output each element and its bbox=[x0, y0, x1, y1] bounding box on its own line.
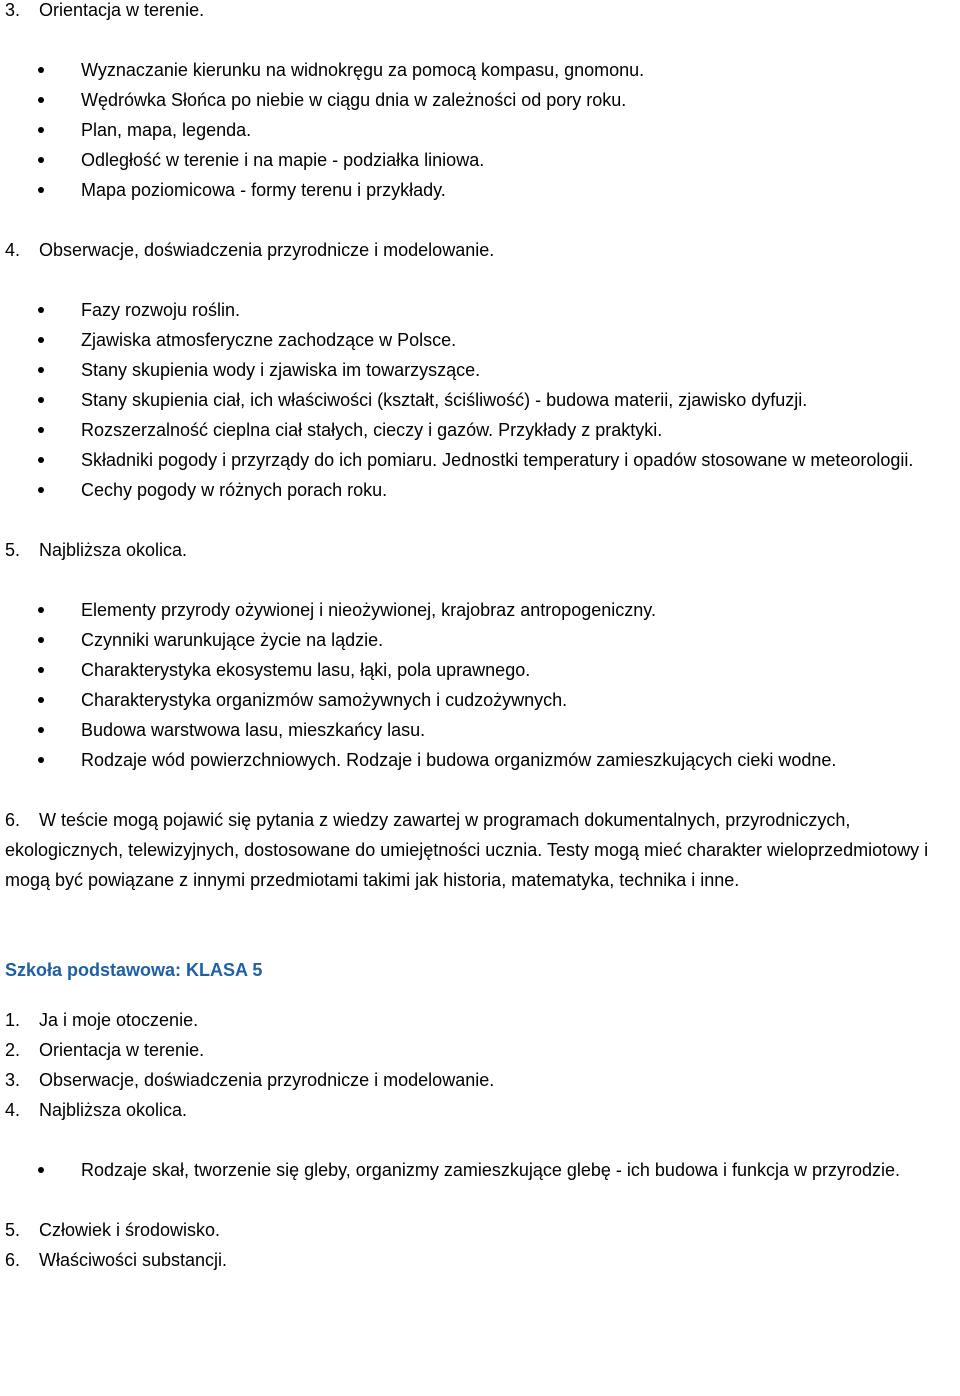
section-title: Obserwacje, doświadczenia przyrodnicze i modelowanie. bbox=[39, 240, 495, 260]
bullet-icon bbox=[38, 157, 44, 163]
bullet-icon bbox=[38, 1167, 44, 1173]
list-item: Odległość w terenie i na mapie - podziałka liniowa. bbox=[5, 145, 960, 175]
document-page bbox=[5, 0, 960, 1275]
list-item: Rodzaje skał, tworzenie się gleby, organizmy zamieszkujące glebę - ich budowa i funkcja w przyrodzie. bbox=[5, 1155, 960, 1185]
bullet-icon bbox=[38, 367, 44, 373]
section-heading: 3. Obserwacje, doświadczenia przyrodnicze i modelowanie. bbox=[5, 1070, 495, 1090]
section-title: Orientacja w terenie. bbox=[39, 0, 205, 20]
bullet-icon bbox=[38, 187, 44, 193]
list-item: Rodzaje wód powierzchniowych. Rodzaje i budowa organizmów zamieszkujących cieki wodne. bbox=[5, 745, 960, 775]
bullet-icon bbox=[38, 307, 44, 313]
section-number: 4. bbox=[5, 240, 21, 260]
list-item: Rozszerzalność cieplna ciał stałych, cieczy i gazów. Przykłady z praktyki. bbox=[5, 415, 960, 445]
list-item: Cechy pogody w różnych porach roku. bbox=[5, 475, 960, 505]
list-item: Charakterystyka ekosystemu lasu, łąki, pola uprawnego. bbox=[5, 655, 960, 685]
bullet-list bbox=[5, 295, 960, 505]
bullet-icon bbox=[38, 607, 44, 613]
section-heading bbox=[5, 235, 960, 265]
list-item: Budowa warstwowa lasu, mieszkańcy lasu. bbox=[5, 715, 960, 745]
bullet-icon bbox=[38, 427, 44, 433]
bullet-icon bbox=[38, 697, 44, 703]
bullet-list bbox=[5, 1155, 960, 1185]
bullet-icon bbox=[38, 727, 44, 733]
bullet-icon bbox=[38, 637, 44, 643]
list-item: Składniki pogody i przyrządy do ich pomiaru. Jednostki temperatury i opadów stosowane w meteorologii. bbox=[5, 445, 960, 475]
bullet-icon bbox=[38, 487, 44, 493]
list-item: Mapa poziomicowa - formy terenu i przykłady. bbox=[5, 175, 960, 205]
list-item: Stany skupienia wody i zjawiska im towarzyszące. bbox=[5, 355, 960, 385]
section-heading bbox=[5, 0, 960, 25]
bullet-icon bbox=[38, 97, 44, 103]
bullet-icon bbox=[38, 757, 44, 763]
section-number: 3. bbox=[5, 0, 21, 20]
section-heading: 2. Orientacja w terenie. bbox=[5, 1040, 205, 1060]
section-heading bbox=[5, 535, 960, 565]
section-heading: 1. Ja i moje otoczenie. bbox=[5, 1010, 199, 1030]
section-heading: 4. Najbliższa okolica. bbox=[5, 1100, 188, 1120]
list-item: Czynniki warunkujące życie na lądzie. bbox=[5, 625, 960, 655]
list-item: Plan, mapa, legenda. bbox=[5, 115, 960, 145]
section-paragraph bbox=[5, 805, 960, 895]
list-item: Zjawiska atmosferyczne zachodzące w Polsce. bbox=[5, 325, 960, 355]
list-item: Stany skupienia ciał, ich właściwości (kształt, ściśliwość) - budowa materii, zjawisko dyfuzji. bbox=[5, 385, 960, 415]
class-heading: Szkoła podstawowa: KLASA 5 bbox=[5, 960, 263, 980]
bullet-icon bbox=[38, 667, 44, 673]
list-item: Elementy przyrody ożywionej i nieożywionej, krajobraz antropogeniczny. bbox=[5, 595, 960, 625]
bullet-icon bbox=[38, 457, 44, 463]
section-number: 5. bbox=[5, 540, 21, 560]
bullet-icon bbox=[38, 127, 44, 133]
section-number: 6. bbox=[5, 810, 21, 830]
section-heading: 6. Właściwości substancji. bbox=[5, 1250, 228, 1270]
bullet-icon bbox=[38, 397, 44, 403]
bullet-icon bbox=[38, 67, 44, 73]
list-item: Wędrówka Słońca po niebie w ciągu dnia w zależności od pory roku. bbox=[5, 85, 960, 115]
bullet-list bbox=[5, 595, 960, 775]
list-item: Fazy rozwoju roślin. bbox=[5, 295, 960, 325]
section-heading: 5. Człowiek i środowisko. bbox=[5, 1220, 221, 1240]
section-title: Najbliższa okolica. bbox=[39, 540, 188, 560]
bullet-icon bbox=[38, 337, 44, 343]
list-item: Charakterystyka organizmów samożywnych i cudzożywnych. bbox=[5, 685, 960, 715]
paragraph-text: W teście mogą pojawić się pytania z wiedzy zawartej w programach dokumentalnych, przyrodniczych, ekologicznych, telewizyjnych, dostosowane do umiejętności ucznia. Testy mogą mieć charakter wieloprzedmiotowy i mogą być powiązane z innymi przedmiotami takimi jak historia, matematyka, technika i inne. bbox=[5, 810, 929, 890]
list-item: Wyznaczanie kierunku na widnokręgu za pomocą kompasu, gnomonu. bbox=[5, 55, 960, 85]
bullet-list bbox=[5, 55, 960, 205]
